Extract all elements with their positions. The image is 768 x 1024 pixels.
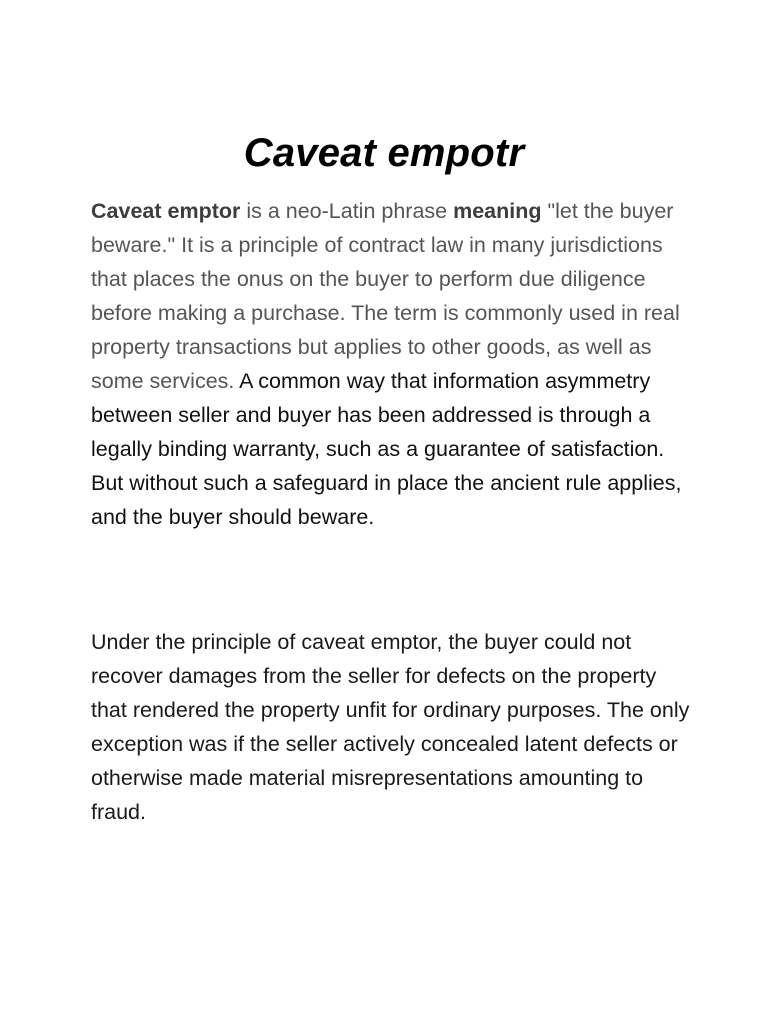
- definition-text-a: is a neo-Latin phrase: [240, 199, 454, 223]
- term-caveat-emptor: Caveat emptor: [91, 199, 241, 223]
- quoted-definition: [91, 199, 680, 393]
- warranty-text: A common way that information asymmetry between seller and buyer has been addressed is through a legally binding warranty, such as a guarantee of satisfaction. But without such a safeguard in place the ancient rule applies, and the buyer should beware.: [91, 369, 682, 529]
- term-meaning: meaning: [453, 199, 542, 223]
- definition-text-b: "let the buyer beware." It is a principle of contract law in many jurisdictions that places the onus on the buyer to perform due diligence before making a purchase. The term is commonly used in real property transactions but applies to other goods, as well as some services.: [91, 199, 680, 393]
- document-title: Caveat empotr: [243, 131, 525, 175]
- paragraph-definition: [91, 194, 691, 534]
- paragraph-principle: Under the principle of caveat emptor, the buyer could not recover damages from the seller for defects on the property that rendered the property unfit for ordinary purposes. The only exception was if the seller actively concealed latent defects or otherwise made material misrepresentations amounting to fraud.: [91, 630, 690, 824]
